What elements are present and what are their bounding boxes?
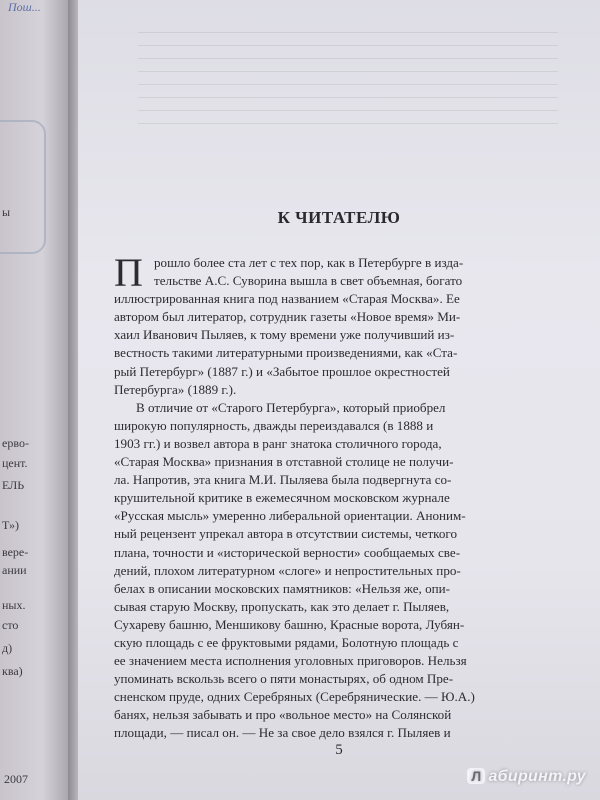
text-line: скую площадь с ее фруктовыми рядами, Болотную площадь с xyxy=(114,634,459,650)
body-text xyxy=(114,290,546,742)
book-page xyxy=(78,0,600,800)
left-page-fragment: 2007 xyxy=(4,772,28,786)
left-page-fragment: ква) xyxy=(2,664,23,678)
chapter-title: К ЧИТАТЕЛЮ xyxy=(277,208,401,227)
left-page-fragment: ных. xyxy=(2,598,26,612)
left-page-illustration-edge xyxy=(0,120,46,254)
text-line: иллюстрированная книга под названием «Старая Москва». Ее xyxy=(114,291,460,307)
text-line: хаил Иванович Пыляев, к тому времени уже получивший из- xyxy=(114,327,455,343)
left-page-fragment: ы xyxy=(2,205,11,219)
labirint-logo-icon: Л xyxy=(467,768,485,784)
left-page-fragment: цент. xyxy=(2,456,28,470)
text-line: вестность такими литературными произведениями, как «Ста- xyxy=(114,345,458,361)
text-line: белах в описании московских памятников: «Нельзя же, опи- xyxy=(114,580,451,596)
text-line: 1903 гг.) и возвел автора в ранг знатока столичного города, xyxy=(114,435,442,451)
labirint-watermark xyxy=(467,768,586,786)
text-line: ее значением места исполнения уголовных приговоров. Нельзя xyxy=(114,653,467,669)
handwritten-note: Пош... xyxy=(8,0,41,14)
text-line: рый Петербург» (1887 г.) и «Забытое прошлое окрестностей xyxy=(114,363,450,379)
text-line: дений, плохом литературном «слоге» и непростительных про- xyxy=(114,562,461,578)
drop-cap: П xyxy=(114,250,143,295)
text-line: сывая старую Москву, пропускать, как это делает г. Пыляев, xyxy=(114,598,450,614)
text-line: В отличие от «Старого Петербурга», который приобрел xyxy=(136,399,446,415)
text-line: плана, точности и «исторической верности» сообщаемых све- xyxy=(114,544,461,560)
text-line: «Русская мысль» умеренно либеральной ориентации. Аноним- xyxy=(114,508,466,524)
left-page-fragment: ЕЛЬ xyxy=(2,478,25,492)
text-line: широкую популярность, дважды переиздавался (в 1888 и xyxy=(114,417,434,433)
first-paragraph-opening xyxy=(154,254,546,290)
text-line: Петербурга» (1889 г.). xyxy=(114,381,237,397)
text-line: автором был литератор, сотрудник газеты «Новое время» Ми- xyxy=(114,309,461,325)
text-line: крушительной критике в ежемесячном московском журнале xyxy=(114,490,450,506)
left-page-fragment: ервo- xyxy=(2,436,29,450)
text-line: сненском пруде, одних Серебряных (Серебрянические. — Ю.А.) xyxy=(114,689,475,705)
left-page-fragment: вере- xyxy=(2,545,29,559)
left-page-fragment: Т») xyxy=(2,518,20,532)
text-line: Сухареву башню, Меншикову башню, Красные ворота, Лубян- xyxy=(114,616,465,632)
text-line: ный рецензент упрекал автора в отсутствии системы, четкого xyxy=(114,526,457,542)
watermark-text: абиринт.ру xyxy=(488,768,586,785)
left-facing-page xyxy=(0,0,70,800)
left-page-fragment: сто xyxy=(2,618,19,632)
bleed-through-text xyxy=(138,20,558,180)
text-line: упоминать вскользь всего о пяти монастырях, об одном Пре- xyxy=(114,671,454,687)
text-line: «Старая Москва» признания в отставной столице не получи- xyxy=(114,454,454,470)
text-line: тельстве А.С. Суворина вышла в свет объемная, богато xyxy=(154,273,463,289)
text-line: рошло более ста лет с тех пор, как в Петербурге в изда- xyxy=(154,255,464,270)
text-line: площади, — писал он. — Не за свое дело взялся г. Пыляев и xyxy=(114,725,451,741)
text-line: ла. Напротив, эта книга М.И. Пыляева была подвергнута со- xyxy=(114,472,452,488)
text-line: банях, нельзя забывать и про «вольное место» на Солянской xyxy=(114,707,452,723)
left-page-fragment: ании xyxy=(2,563,27,577)
page-number: 5 xyxy=(335,742,343,758)
left-page-fragment: д) xyxy=(2,641,13,655)
